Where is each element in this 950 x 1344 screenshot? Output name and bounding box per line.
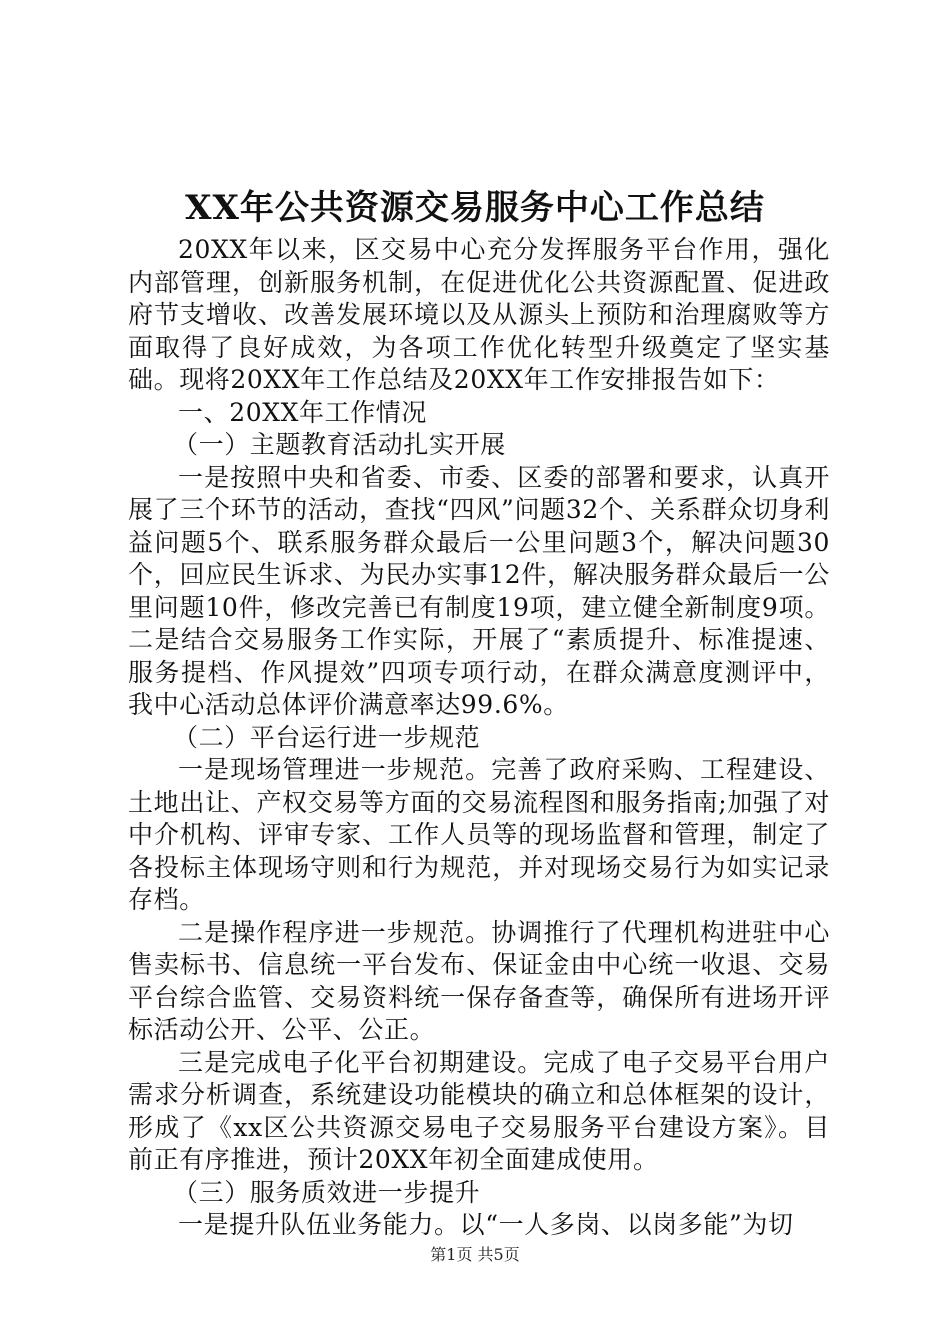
page-number-footer: 第1页 共5页: [430, 1245, 520, 1264]
paragraph-procedures: 二是操作程序进一步规范。协调推行了代理机构进驻中心售卖标书、信息统一平台发布、保证金由中心统一收退、交易平台综合监管、交易资料统一保存备查等，确保所有进场开评标活动公开、公平、公正。: [128, 917, 830, 1044]
paragraph-electronic-platform: 三是完成电子化平台初期建设。完成了电子交易平台用户需求分析调查，系统建设功能模块的确立和总体框架的设计，形成了《xx区公共资源交易电子交易服务平台建设方案》。目前正有序推进，预计20XX年初全面建成使用。: [128, 1047, 830, 1174]
document-body: [128, 234, 830, 1242]
subsection-heading-1: （一）主题教育活动扎实开展: [173, 430, 506, 459]
subsection-heading-3: （三）服务质效进一步提升: [173, 1177, 481, 1207]
paragraph-team-capability: 一是提升队伍业务能力。以“一人多岗、以岗多能”为切: [178, 1210, 794, 1239]
section-heading-1: 一、20XX年工作情况: [178, 397, 428, 427]
paragraph-education-activity: 一是按照中央和省委、市委、区委的部署和要求，认真开展了三个环节的活动，查找“四风”问题32个、关系群众切身利益问题5个、联系服务群众最后一公里问题3个，解决问题30个，回应民生诉求、为民办实事12件，解决服务群众最后一公里问题10件，修改完善已有制度19项，建立健全新制度9项。二是结合交易服务工作实际，开展了“素质提升、标准提速、服务提档、作风提效”四项专项行动，在群众满意度测评中，我中心活动总体评价满意率达99.6%。: [128, 462, 830, 719]
paragraph-site-management: 一是现场管理进一步规范。完善了政府采购、工程建设、土地出让、产权交易等方面的交易流程图和服务指南;加强了对中介机构、评审专家、工作人员等的现场监督和管理，制定了各投标主体现场守则和行为规范，并对现场交易行为如实记录存档。: [128, 755, 830, 914]
subsection-heading-2: （二）平台运行进一步规范: [173, 722, 481, 752]
document-title: XX年公共资源交易服务中心工作总结: [185, 188, 765, 228]
intro-paragraph: 20XX年以来，区交易中心充分发挥服务平台作用，强化内部管理，创新服务机制，在促进优化公共资源配置、促进政府节支增收、改善发展环境以及从源头上预防和治理腐败等方面取得了良好成效，为各项工作优化转型升级奠定了坚实基础。现将20XX年工作总结及20XX年工作安排报告如下：: [128, 235, 830, 394]
